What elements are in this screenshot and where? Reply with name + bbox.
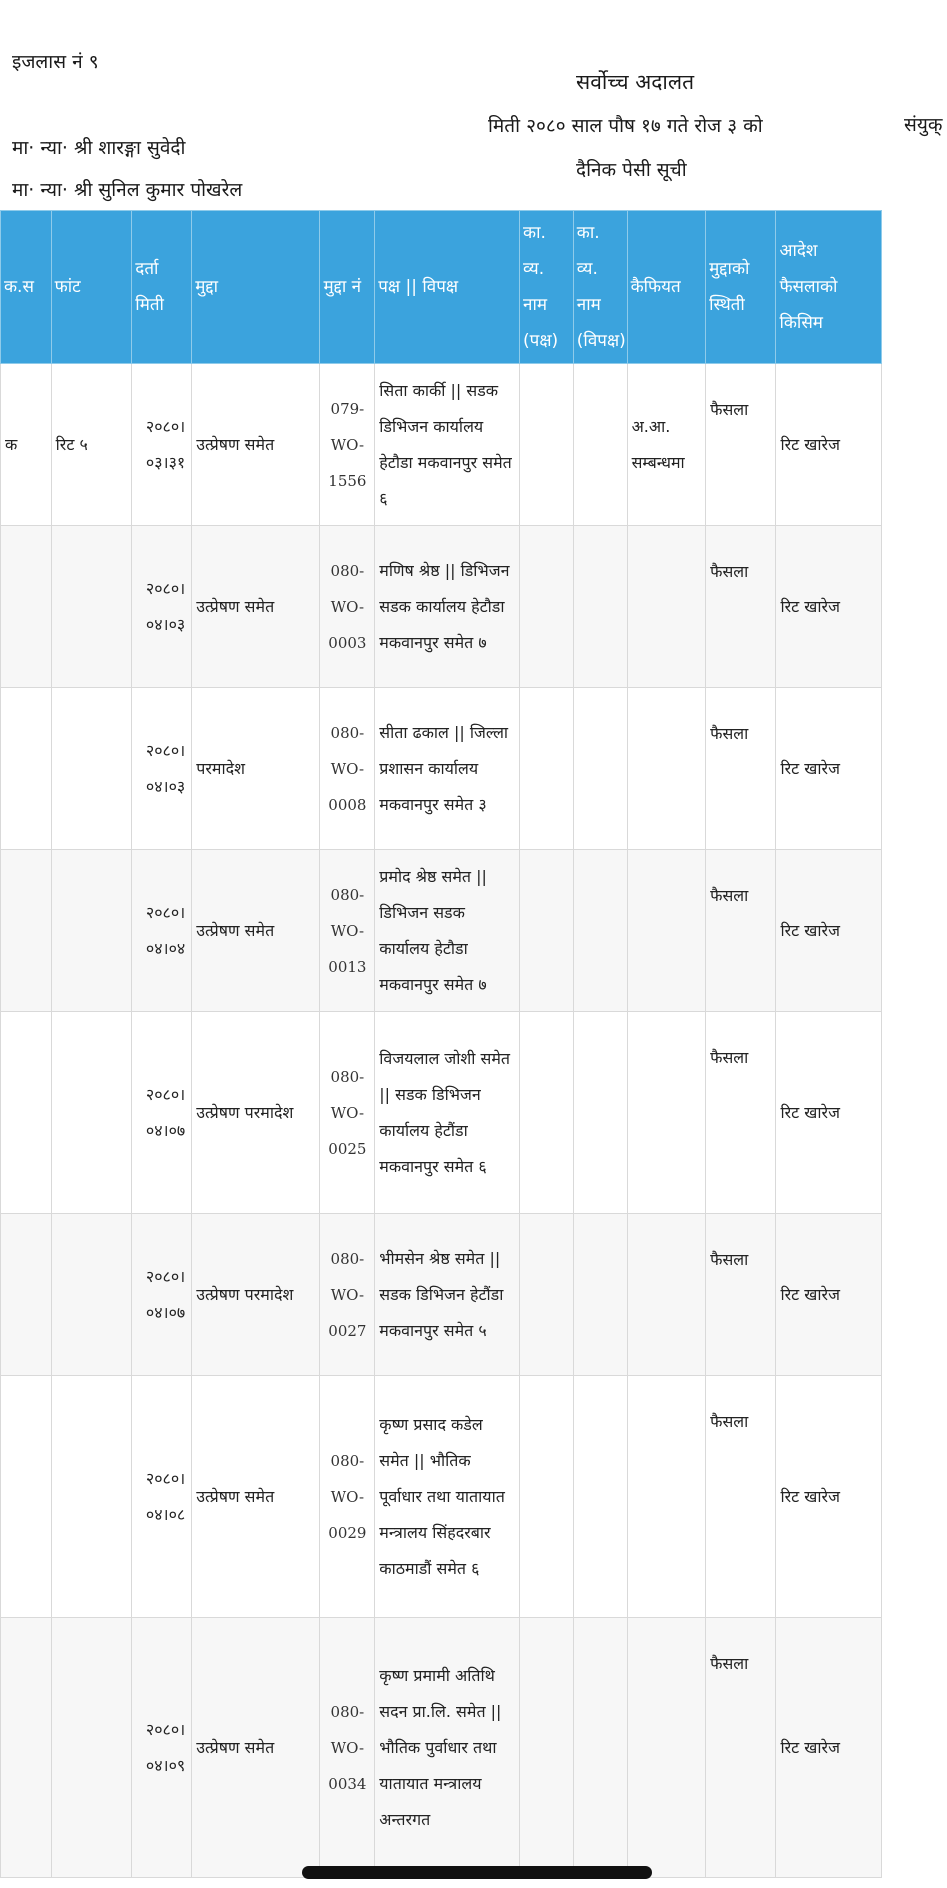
col-header-remarks: कैफियत [627, 211, 706, 364]
cell-font [51, 850, 132, 1012]
col-header-sn: क.स [1, 211, 52, 364]
cell-reg-date: २०८०।०४।०३ [132, 688, 192, 850]
cell-remarks [627, 1376, 706, 1618]
cell-case-status: फैसला [706, 526, 776, 688]
cell-remarks [627, 1012, 706, 1214]
cell-order-type: रिट खारेज [776, 1214, 882, 1376]
cell-case-status: फैसला [706, 850, 776, 1012]
cell-sn [1, 526, 52, 688]
cell-sn [1, 850, 52, 1012]
cell-reg-date: २०८०।०३।३१ [132, 364, 192, 526]
cell-parties: भीमसेन श्रेष्ठ समेत || सडक डिभिजन हेटौंडा मकवानपुर समेत ५ [375, 1214, 520, 1376]
cell-reg-date: २०८०।०४।०४ [132, 850, 192, 1012]
cell-lawyer-plaintiff [520, 1214, 574, 1376]
cell-lawyer-plaintiff [520, 1376, 574, 1618]
cell-order-type: रिट खारेज [776, 526, 882, 688]
cell-font [51, 688, 132, 850]
list-title: दैनिक पेसी सूची [576, 159, 687, 181]
cell-sn [1, 688, 52, 850]
cell-reg-date: २०८०।०४।०९ [132, 1618, 192, 1878]
cell-subject: उत्प्रेषण समेत [192, 526, 320, 688]
cell-sn [1, 1012, 52, 1214]
cell-subject: उत्प्रेषण परमादेश [192, 1012, 320, 1214]
col-header-reg-date: दर्ता मिती [132, 211, 192, 364]
joint-bench-label: संयुक् [904, 114, 943, 136]
cell-case-no: 080-WO-0003 [320, 526, 375, 688]
cell-lawyer-plaintiff [520, 1012, 574, 1214]
cell-case-no: 080-WO-0029 [320, 1376, 375, 1618]
cell-remarks [627, 688, 706, 850]
cell-order-type: रिट खारेज [776, 1618, 882, 1878]
judge-name: मा· न्या· श्री शारङ्गा सुवेदी [12, 137, 186, 159]
cause-list-table [0, 210, 882, 1878]
cell-parties: कृष्ण प्रमामी अतिथि सदन प्रा.लि. समेत || भौतिक पुर्वाधार तथा यातायात मन्त्रालय अन्तरगत [375, 1618, 520, 1878]
col-header-case-no: मुद्दा नं [320, 211, 375, 364]
col-header-parties: पक्ष || विपक्ष [375, 211, 520, 364]
cell-lawyer-defendant [573, 1376, 627, 1618]
col-header-order-type: आदेश फैसलाको किसिम [776, 211, 882, 364]
cell-order-type: रिट खारेज [776, 1012, 882, 1214]
cell-subject: उत्प्रेषण समेत [192, 364, 320, 526]
cell-parties: विजयलाल जोशी समेत || सडक डिभिजन कार्यालय हेटौंडा मकवानपुर समेत ६ [375, 1012, 520, 1214]
cell-order-type: रिट खारेज [776, 364, 882, 526]
table-row [1, 364, 882, 526]
cell-case-status: फैसला [706, 1214, 776, 1376]
court-name: सर्वोच्च अदालत [576, 70, 695, 94]
col-header-lawyer-plaintiff: का. व्य. नाम (पक्ष) [520, 211, 574, 364]
cell-font: रिट ५ [51, 364, 132, 526]
cell-lawyer-plaintiff [520, 688, 574, 850]
cell-sn: क [1, 364, 52, 526]
cell-remarks [627, 1214, 706, 1376]
cell-case-no: 080-WO-0013 [320, 850, 375, 1012]
cell-lawyer-defendant [573, 1012, 627, 1214]
cell-lawyer-defendant [573, 850, 627, 1012]
cell-order-type: रिट खारेज [776, 688, 882, 850]
cell-subject: उत्प्रेषण समेत [192, 850, 320, 1012]
cell-subject: उत्प्रेषण समेत [192, 1618, 320, 1878]
cell-reg-date: २०८०।०४।०७ [132, 1012, 192, 1214]
cell-case-status: फैसला [706, 364, 776, 526]
cell-case-no: 080-WO-0034 [320, 1618, 375, 1878]
cell-lawyer-plaintiff [520, 526, 574, 688]
cell-case-status: फैसला [706, 1012, 776, 1214]
col-header-subject: मुद्दा [192, 211, 320, 364]
cell-order-type: रिट खारेज [776, 850, 882, 1012]
cell-lawyer-defendant [573, 1214, 627, 1376]
cell-lawyer-plaintiff [520, 1618, 574, 1878]
col-header-lawyer-defendant: का. व्य. नाम (विपक्ष) [573, 211, 627, 364]
cell-case-no: 080-WO-0027 [320, 1214, 375, 1376]
cell-lawyer-plaintiff [520, 364, 574, 526]
cell-subject: उत्प्रेषण परमादेश [192, 1214, 320, 1376]
cell-sn [1, 1618, 52, 1878]
cell-parties: सिता कार्की || सडक डिभिजन कार्यालय हेटौडा मकवानपुर समेत ६ [375, 364, 520, 526]
cell-lawyer-defendant [573, 526, 627, 688]
cell-font [51, 526, 132, 688]
table-row [1, 1376, 882, 1618]
cell-parties: कृष्ण प्रसाद कडेल समेत || भौतिक पूर्वाधार तथा यातायात मन्त्रालय सिंहदरबार काठमाडौं समेत ६ [375, 1376, 520, 1618]
cell-case-status: फैसला [706, 688, 776, 850]
bench-number: इजलास नं ९ [12, 51, 99, 73]
table-row [1, 850, 882, 1012]
cell-font [51, 1618, 132, 1878]
cell-lawyer-defendant [573, 364, 627, 526]
table-row [1, 1214, 882, 1376]
cell-parties: प्रमोद श्रेष्ठ समेत || डिभिजन सडक कार्यालय हेटौडा मकवानपुर समेत ७ [375, 850, 520, 1012]
home-indicator[interactable] [302, 1866, 652, 1879]
cell-subject: परमादेश [192, 688, 320, 850]
cell-case-status: फैसला [706, 1618, 776, 1878]
table-row [1, 1012, 882, 1214]
table-row [1, 688, 882, 850]
cell-remarks [627, 526, 706, 688]
cell-lawyer-plaintiff [520, 850, 574, 1012]
cell-reg-date: २०८०।०४।०८ [132, 1376, 192, 1618]
cell-order-type: रिट खारेज [776, 1376, 882, 1618]
cell-case-no: 080-WO-0025 [320, 1012, 375, 1214]
table-row [1, 526, 882, 688]
cell-case-status: फैसला [706, 1376, 776, 1618]
cell-parties: सीता ढकाल || जिल्ला प्रशासन कार्यालय मकवानपुर समेत ३ [375, 688, 520, 850]
cell-lawyer-defendant [573, 688, 627, 850]
cell-case-no: 079-WO-1556 [320, 364, 375, 526]
cell-font [51, 1376, 132, 1618]
judge-name: मा· न्या· श्री सुनिल कुमार पोखरेल [12, 179, 243, 201]
cell-lawyer-defendant [573, 1618, 627, 1878]
cell-font [51, 1012, 132, 1214]
cell-remarks: अ.आ. सम्बन्धमा [627, 364, 706, 526]
cell-reg-date: २०८०।०४।०३ [132, 526, 192, 688]
cell-sn [1, 1214, 52, 1376]
cell-remarks [627, 1618, 706, 1878]
cell-parties: मणिष श्रेष्ठ || डिभिजन सडक कार्यालय हेटौडा मकवानपुर समेत ७ [375, 526, 520, 688]
table-header-row [1, 211, 882, 364]
cell-remarks [627, 850, 706, 1012]
table-row [1, 1618, 882, 1878]
date-line: मिती २०८० साल पौष १७ गते रोज ३ को [488, 115, 763, 137]
col-header-case-status: मुद्दाको स्थिती [706, 211, 776, 364]
cell-font [51, 1214, 132, 1376]
cell-sn [1, 1376, 52, 1618]
cell-subject: उत्प्रेषण समेत [192, 1376, 320, 1618]
cell-case-no: 080-WO-0008 [320, 688, 375, 850]
col-header-font: फांट [51, 211, 132, 364]
cell-reg-date: २०८०।०४।०७ [132, 1214, 192, 1376]
